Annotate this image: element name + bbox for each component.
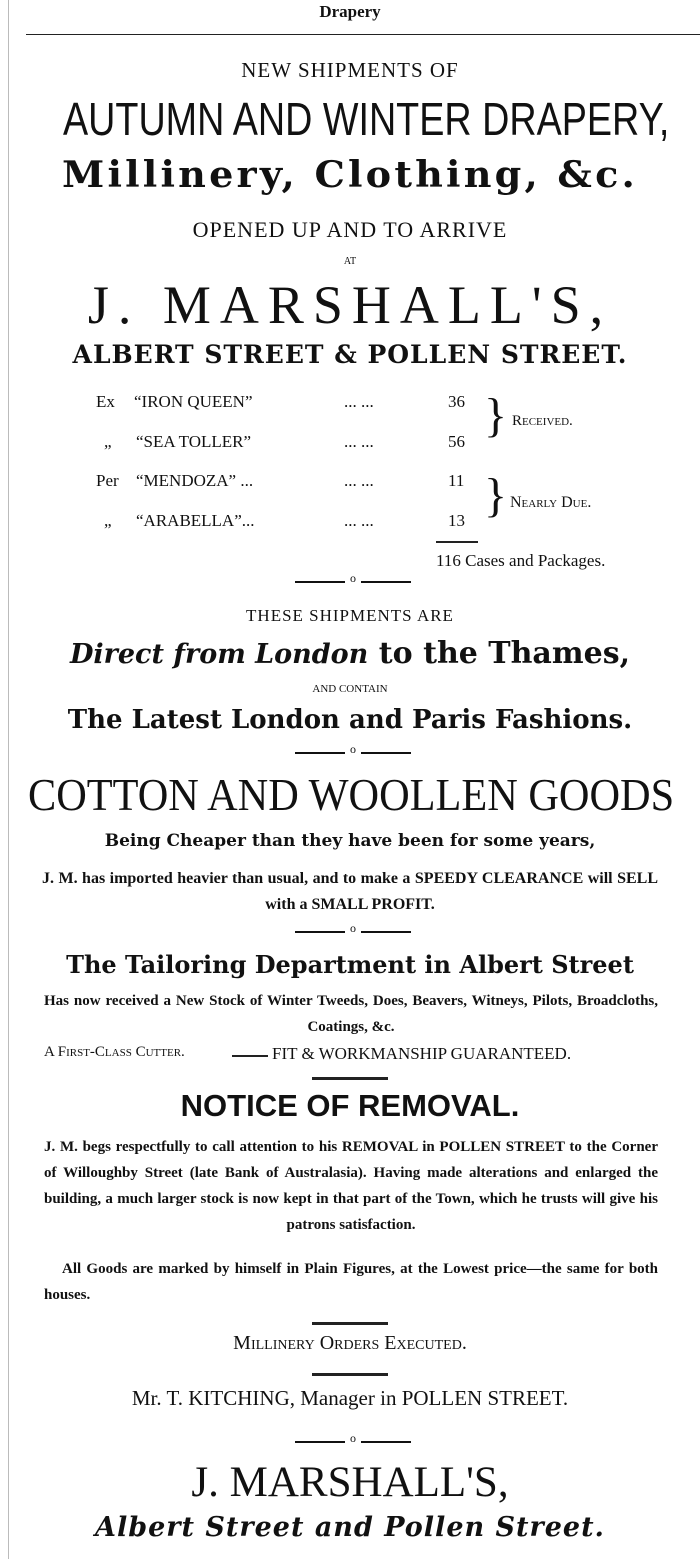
fashions: The Latest London and Paris Fashions. [67,705,633,735]
goods-heading: COTTON AND WOOLLEN GOODS [28,769,675,820]
shipment-ship: “IRON QUEEN” [134,392,253,411]
status-due: Nearly Due. [510,494,592,511]
shipment-prefix: Per [96,471,119,490]
footer-address: Albert Street and Pollen Street. [95,1512,605,1543]
total-cases: 116 Cases and Packages. [436,551,606,570]
status-received: Received. [512,413,573,429]
divider [295,1431,411,1446]
merchant-name: J. MARSHALL'S, [87,275,613,335]
merchant-address: ALBERT STREET & POLLEN STREET. [72,340,628,369]
divider-glyph: o [350,1431,356,1445]
goods-subheading: Being Cheaper than they have been for some years, [104,831,596,851]
section-rule [312,1373,388,1376]
divider-glyph: o [350,571,356,585]
notice-heading: NOTICE OF REMOVAL. [180,1088,520,1123]
headline-line3: Millinery, Clothing, &c. [62,154,638,196]
divider-glyph: o [350,742,356,756]
shipment-dots: ... ... [344,511,374,530]
headline-at: AT [343,256,357,267]
tailoring-text: Has now received a New Stock of Winter Tweeds, Does, Beavers, Witneys, Pilots, Broadcloths, Coatings, &c. [44,993,658,1035]
headline-line2: AUTUMN AND WINTER DRAPERY, [63,93,670,145]
direct-rest: to the Thames, [378,636,631,671]
divider [295,921,411,936]
divider [295,742,411,757]
shipment-prefix: „ [104,432,112,451]
due-brace: } [484,469,508,522]
direct-line [0,636,700,671]
shipment-ship: “SEA TOLLER” [136,432,252,451]
shipment-dots: ... ... [344,471,374,490]
headline-line4: OPENED UP AND TO ARRIVE [192,217,508,242]
footer-merchant: J. MARSHALL'S, [191,1459,509,1506]
cutter-dash [232,1055,268,1057]
shipment-ship: “ARABELLA”... [136,511,255,530]
removal-text: J. M. begs respectfully to call attention to his REMOVAL in POLLEN STREET to the Corner of Willoughby Street (late Bank of Australasia). Having made alterations and enlarged the building, a much larger stock is now kept in that part of the Town, which he trusts will give his patrons satisfaction. [44,1139,658,1233]
plain-figures-text: All Goods are marked by himself in Plain Figures, at the Lowest price—the same for both houses. [44,1261,658,1303]
divider-glyph: o [350,921,356,935]
shipment-dots: ... ... [344,392,374,411]
manager-line: Mr. T. KITCHING, Manager in POLLEN STREET. [131,1386,569,1410]
millinery-orders: Millinery Orders Executed. [233,1332,467,1354]
section-rule [312,1322,388,1325]
shipment-count: 13 [448,511,465,530]
shipment-count: 36 [448,392,465,411]
section-rule [312,1077,388,1080]
shipment-dots: ... ... [344,432,374,451]
goods-text: J. M. has imported heavier than usual, and to make a SPEEDY CLEARANCE will SELL with a SMALL PROFIT. [42,870,658,913]
received-brace: } [484,389,508,442]
left-border [8,0,9,1559]
shipments-are: THESE SHIPMENTS ARE [246,606,454,625]
shipment-count: 11 [448,471,465,490]
shipment-prefix: „ [104,511,112,530]
direct-italic: Direct from London [69,639,369,670]
total-rule [436,541,478,543]
section-header: Drapery [319,2,381,21]
tailoring-heading: The Tailoring Department in Albert Street [66,950,634,979]
cutter-left: A First-Class Cutter. [44,1044,185,1060]
divider [295,571,411,586]
header-rule [26,34,700,35]
cutter-right: FIT & WORKMANSHIP GUARANTEED. [272,1044,572,1063]
shipment-ship: “MENDOZA” ... [136,471,254,490]
and-contain: AND CONTAIN [312,683,388,695]
headline-line1: NEW SHIPMENTS OF [241,58,459,82]
shipment-prefix: Ex [96,392,115,411]
shipment-count: 56 [448,432,465,451]
